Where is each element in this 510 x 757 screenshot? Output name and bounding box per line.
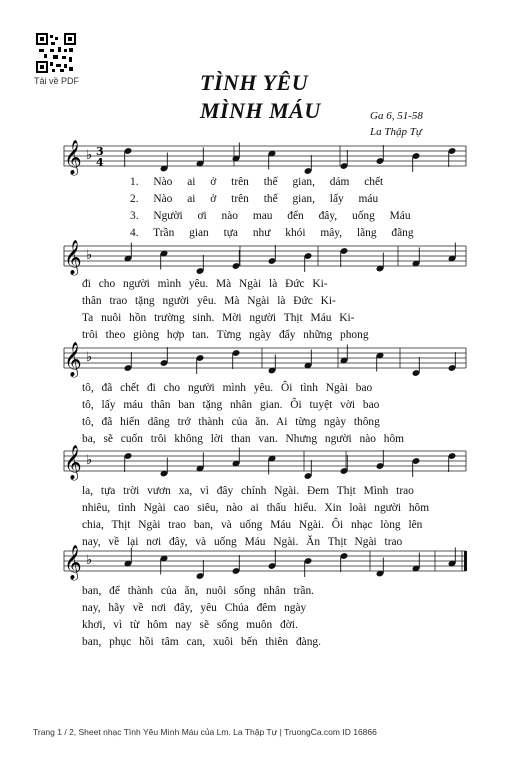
key-flat-icon: ♭	[86, 453, 93, 468]
lyric-line: ban, phục hồi tâm can, xuôi bến thiên đàng.	[82, 636, 321, 648]
treble-clef-icon: 𝄞	[64, 545, 82, 580]
page-footer: Trang 1 / 2, Sheet nhạc Tình Yêu Mình Máu của Lm. La Thập Tự | TruongCa.com ID 16866	[33, 727, 377, 737]
time-signature-top: 3	[96, 145, 104, 158]
lyric-line: thân trao tặng người yêu. Mà Ngài là Đức Ki-	[82, 295, 336, 307]
lyric-line: tô, đã hiến dâng trở thành của ăn. Ai từng ngày thông	[82, 416, 380, 428]
lyric-line: nay, hãy về nơi đây, yêu Chúa đêm ngày	[82, 602, 307, 614]
lyric-line: đi cho người mình yêu. Mà Ngài là Đức Ki-	[82, 278, 328, 290]
staff	[64, 545, 467, 581]
lyric-line: 4. Trần gian tựa như khói mây, lãng đãng	[130, 227, 414, 239]
treble-clef-icon: 𝄞	[64, 445, 82, 480]
lyric-line: nhiêu, tình Ngài cao siêu, nào ai thấu hiểu. Xin loài người hôm	[82, 502, 430, 514]
lyric-line: khơi, vì từ hôm nay sẽ sống muôn đời.	[82, 619, 298, 631]
title-line-2: MÌNH MÁU	[200, 98, 321, 123]
lyric-line: la, tựa trời vươn xa, vì đây chính Ngài. Đem Thịt Mình trao	[82, 485, 414, 497]
scripture-reference: Ga 6, 51-58	[370, 110, 423, 122]
treble-clef-icon: 𝄞	[64, 140, 82, 175]
qr-caption[interactable]: Tải về PDF	[34, 76, 80, 86]
title-line-1: TÌNH YÊU	[200, 70, 309, 95]
lyric-line: ban, để thành của ăn, nuôi sống nhân trần.	[82, 585, 315, 597]
staff	[64, 140, 466, 176]
lyric-line: tô, đã chết đi cho người mình yêu. Ôi tình Ngài bao	[82, 382, 373, 394]
staff	[64, 445, 466, 481]
key-flat-icon: ♭	[86, 248, 93, 263]
staff	[64, 342, 466, 378]
staff	[64, 240, 466, 276]
time-signature-bottom: 4	[96, 156, 104, 169]
key-flat-icon: ♭	[86, 553, 93, 568]
lyric-line: chia, Thịt Ngài trao ban, và uống Máu Ngài. Ôi nhạc lòng lên	[82, 519, 423, 531]
lyric-line: trôi theo giòng hợp tan. Từng ngày đẩy những phong	[82, 329, 369, 341]
lyric-line: 2. Nào ai ở trên thế gian, lấy máu	[130, 193, 379, 205]
lyric-line: 3. Người ơi nào mau đến đây, uống Máu	[130, 210, 411, 222]
lyric-line: Ta nuôi hồn trường sinh. Mời người Thịt Máu Ki-	[82, 312, 355, 324]
lyric-line: tô, lấy máu thân ban tặng nhân gian. Ôi tuyệt vời bao	[82, 399, 380, 411]
treble-clef-icon: 𝄞	[64, 240, 82, 275]
final-barline	[464, 551, 467, 571]
lyric-line: 1. Nào ai ở trên thế gian, dám chết	[130, 176, 384, 188]
lyric-line: ba, sẽ cuốn trôi không lời than van. Nhưng người nào hôm	[82, 433, 405, 445]
treble-clef-icon: 𝄞	[64, 342, 82, 377]
composer-name: La Thập Tự	[370, 126, 422, 138]
key-flat-icon: ♭	[86, 148, 93, 163]
key-flat-icon: ♭	[86, 350, 93, 365]
lyric-line: nay, về lại nơi đây, và uống Máu Ngài. Ăn Thịt Ngài trao	[82, 536, 403, 548]
